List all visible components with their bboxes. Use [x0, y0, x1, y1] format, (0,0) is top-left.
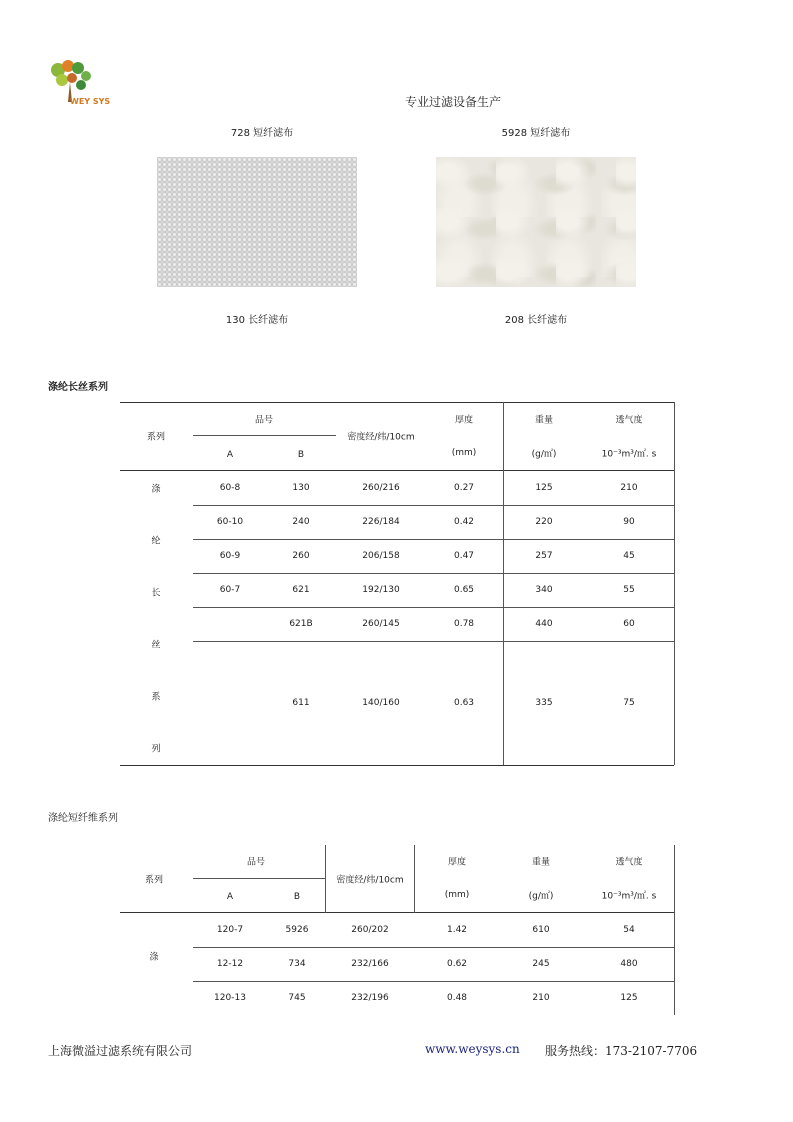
header-model: 品号 [254, 415, 274, 426]
logo-text: WEY SYS [70, 97, 111, 106]
header-weight-unit: (g/㎡) [528, 891, 554, 902]
footer-company: 上海微溢过滤系统有限公司 [48, 1044, 193, 1058]
cell-a: 120-7 [216, 925, 244, 935]
fabric-swatch-image [436, 157, 636, 287]
cell-permeability: 480 [620, 959, 638, 969]
cell-density: 206/158 [362, 551, 400, 561]
cell-permeability: 125 [620, 993, 638, 1003]
cell-b: 745 [288, 993, 306, 1003]
cell-weight: 335 [535, 698, 553, 708]
cell-permeability: 55 [623, 585, 635, 595]
cell-a: 60-8 [219, 483, 241, 493]
header-thickness: 厚度 [447, 857, 467, 868]
header-weight: 重量 [531, 857, 551, 868]
series-char: 丝 [151, 640, 161, 651]
cell-weight: 220 [535, 517, 553, 527]
cell-a: 60-9 [219, 551, 241, 561]
cell-weight: 125 [535, 483, 553, 493]
product-caption: 5928 短纤滤布 [501, 128, 571, 139]
header-density: 密度经/纬/10cm [347, 432, 415, 443]
cell-density: 260/202 [351, 925, 389, 935]
cell-thickness: 0.42 [453, 517, 475, 527]
header-density: 密度经/纬/10cm [336, 875, 404, 886]
cell-weight: 440 [535, 619, 553, 629]
header-b: B [293, 892, 301, 902]
header-permeability-unit: 10⁻³m³/㎡. s [601, 891, 657, 902]
cell-permeability: 60 [623, 619, 635, 629]
cell-weight: 245 [532, 959, 550, 969]
cell-density: 232/196 [351, 993, 389, 1003]
cell-a: 120-13 [214, 993, 246, 1003]
header-series: 系列 [144, 875, 164, 886]
tagline: 专业过滤设备生产 [405, 95, 502, 109]
cell-weight: 257 [535, 551, 553, 561]
header-a: A [226, 892, 234, 902]
cell-b: 621B [289, 619, 313, 629]
header-b: B [297, 450, 305, 460]
series-char: 涤 [149, 952, 159, 963]
series-char: 纶 [151, 536, 161, 547]
cell-a: 12-12 [216, 959, 244, 969]
footer-website-link[interactable]: www.weysys.cn [425, 1042, 520, 1056]
cell-thickness: 0.47 [453, 551, 475, 561]
product-caption: 728 短纤滤布 [230, 128, 294, 139]
cell-a: 60-7 [219, 585, 241, 595]
cell-density: 192/130 [362, 585, 400, 595]
cell-permeability: 75 [623, 698, 635, 708]
cell-density: 140/160 [362, 698, 400, 708]
cell-permeability: 90 [623, 517, 635, 527]
cell-thickness: 0.48 [446, 993, 468, 1003]
series-char: 列 [151, 744, 161, 755]
cell-density: 260/145 [362, 619, 400, 629]
header-permeability: 透气度 [615, 857, 643, 868]
section-title: 涤纶短纤维系列 [48, 813, 118, 824]
company-logo [48, 58, 122, 108]
cell-density: 232/166 [351, 959, 389, 969]
header-series: 系列 [146, 432, 166, 443]
cell-permeability: 54 [623, 925, 635, 935]
cell-density: 226/184 [362, 517, 400, 527]
cell-b: 734 [288, 959, 306, 969]
header-model: 品号 [246, 857, 266, 868]
cell-permeability: 210 [620, 483, 638, 493]
footer-hotline: 服务热线：173-2107-7706 [545, 1044, 698, 1058]
cell-b: 611 [292, 698, 310, 708]
header-permeability-unit: 10⁻³m³/㎡. s [601, 449, 657, 460]
series-char: 系 [151, 692, 161, 703]
cell-density: 260/216 [362, 483, 400, 493]
cell-thickness: 1.42 [446, 925, 468, 935]
header-a: A [226, 450, 234, 460]
cell-b: 260 [292, 551, 310, 561]
cell-b: 621 [292, 585, 310, 595]
fabric-swatch-image [157, 157, 357, 287]
cell-b: 240 [292, 517, 310, 527]
header-permeability: 透气度 [615, 415, 643, 426]
cell-thickness: 0.65 [453, 585, 475, 595]
header-thickness: 厚度 [454, 415, 474, 426]
product-caption: 208 长纤滤布 [504, 315, 568, 326]
cell-b: 130 [292, 483, 310, 493]
header-thickness-unit: (mm) [444, 890, 470, 900]
cell-thickness: 0.78 [453, 619, 475, 629]
cell-thickness: 0.62 [446, 959, 468, 969]
cell-weight: 610 [532, 925, 550, 935]
cell-thickness: 0.27 [453, 483, 475, 493]
cell-thickness: 0.63 [453, 698, 475, 708]
product-caption: 130 长纤滤布 [225, 315, 289, 326]
cell-weight: 210 [532, 993, 550, 1003]
cell-permeability: 45 [623, 551, 635, 561]
series-char: 涤 [151, 484, 161, 495]
header-weight-unit: (g/㎡) [531, 449, 557, 460]
header-thickness-unit: (mm) [451, 448, 477, 458]
series-char: 长 [151, 588, 161, 599]
section-title: 涤纶长丝系列 [48, 382, 108, 393]
cell-a: 60-10 [216, 517, 244, 527]
cell-weight: 340 [535, 585, 553, 595]
cell-b: 5926 [285, 925, 309, 935]
header-weight: 重量 [534, 415, 554, 426]
